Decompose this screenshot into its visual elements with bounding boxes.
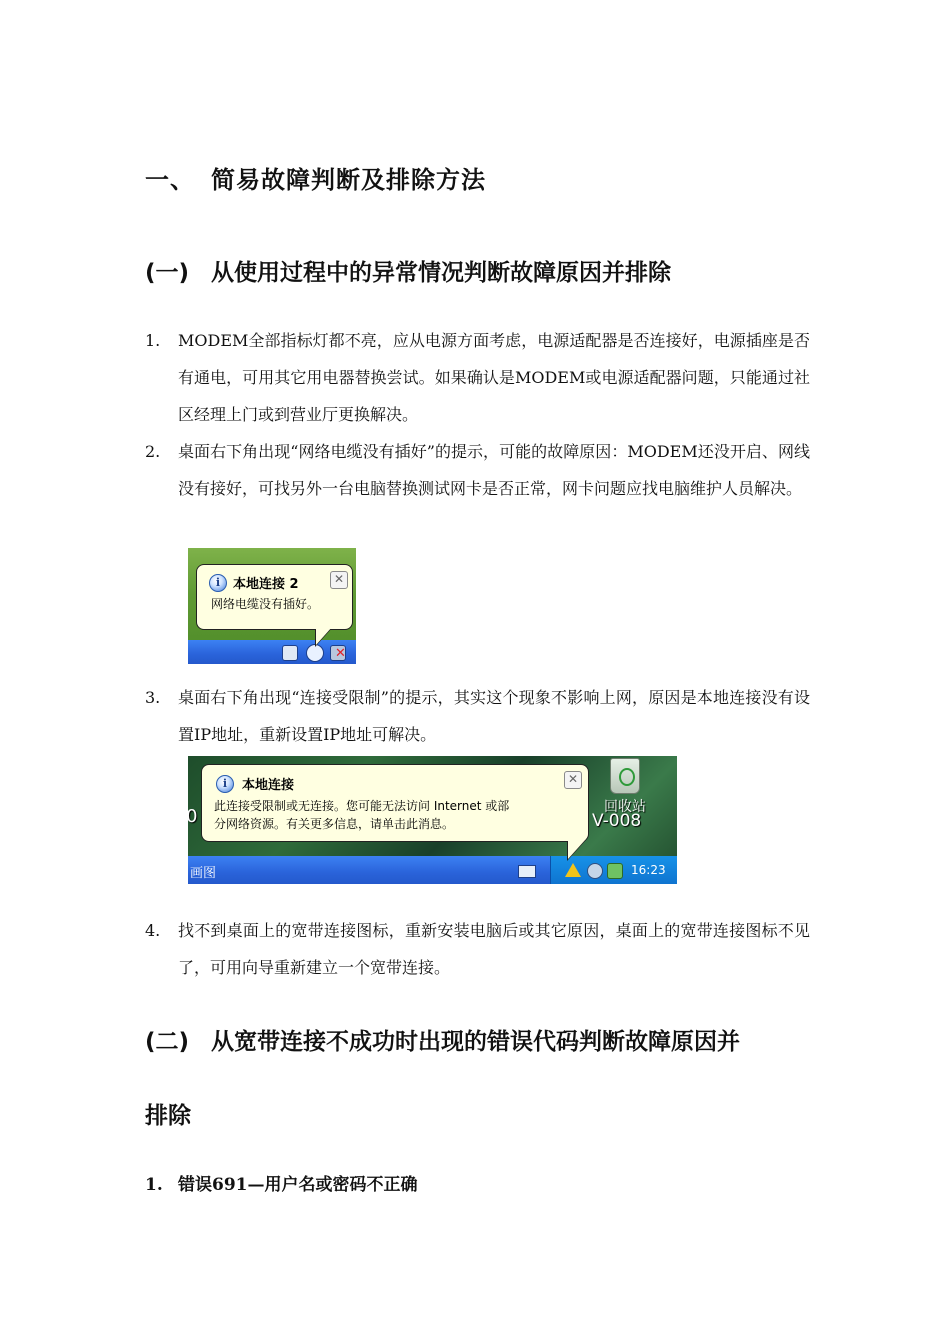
list-item-3: [145, 679, 810, 753]
clock: 16:23: [631, 863, 666, 877]
section2-title-line2: 排除: [145, 1103, 191, 1129]
keyboard-icon[interactable]: [518, 865, 536, 878]
info-icon: i: [216, 775, 234, 793]
list-item-number: 2.: [145, 442, 161, 461]
taskbar: [188, 856, 677, 884]
close-button[interactable]: ✕: [330, 571, 348, 589]
heading-level1: [145, 160, 486, 195]
list-item-4: [145, 912, 810, 986]
subheading-error-691: [145, 1170, 418, 1195]
recycle-bin-icon[interactable]: [610, 758, 640, 794]
section1-number: (一): [145, 260, 190, 286]
list-item-text: 找不到桌面上的宽带连接图标，重新安装电脑后或其它原因，桌面上的宽带连接图标不见了，可用向导重新建立一个宽带连接。: [178, 921, 810, 977]
balloon-tail: [316, 627, 332, 645]
balloon-tail: [568, 839, 586, 859]
subheading-text: 错误691—用户名或密码不正确: [178, 1175, 418, 1195]
section2-title-line1: 从宽带连接不成功时出现的错误代码判断故障原因并: [211, 1029, 740, 1055]
screenshot-limited-connection: [188, 756, 677, 884]
recycle-bin-label: 回收站: [604, 799, 646, 815]
subheading-number: 1.: [145, 1175, 163, 1195]
section1-heading: [145, 254, 671, 287]
balloon-title: 本地连接 2: [233, 577, 299, 592]
screenshot-cable-unplugged: [188, 548, 356, 664]
notification-balloon[interactable]: [201, 764, 589, 842]
desktop-partial-text: 0: [186, 806, 198, 827]
list-item-number: 1.: [145, 331, 161, 350]
tray-app-icon[interactable]: [607, 863, 623, 879]
balloon-title: 本地连接: [242, 778, 295, 793]
heading-title: 简易故障判断及排除方法: [211, 166, 486, 194]
section1-title: 从使用过程中的异常情况判断故障原因并排除: [211, 260, 671, 286]
info-icon: i: [209, 574, 227, 592]
taskbar-program-label[interactable]: 画图: [190, 866, 217, 881]
list-item-number: 3.: [145, 688, 161, 707]
list-item-text: MODEM全部指标灯都不亮，应从电源方面考虑，电源适配器是否连接好，电源插座是否有通电，可用其它用电器替换尝试。如果确认是MODEM或电源适配器问题，只能通过社区经理上门或到营业厅更换解决。: [178, 331, 810, 424]
heading-number: 一、: [145, 166, 195, 194]
error-cross-icon: ✕: [335, 646, 346, 661]
warning-icon[interactable]: [565, 863, 581, 877]
tray-media-icon[interactable]: [587, 863, 603, 879]
balloon-message-line1: 此连接受限制或无连接。您可能无法访问 Internet 或部: [214, 799, 510, 813]
list-item-1: [145, 322, 810, 433]
section2-number: (二): [145, 1029, 190, 1055]
desktop-icon-label: V-008: [592, 811, 642, 831]
balloon-message-line2: 分网络资源。有关更多信息，请单击此消息。: [214, 817, 455, 831]
list-item-text: 桌面右下角出现“连接受限制”的提示，其实这个现象不影响上网，原因是本地连接没有设置IP地址，重新设置IP地址可解决。: [178, 688, 810, 744]
list-item-number: 4.: [145, 921, 161, 940]
notification-balloon[interactable]: [196, 564, 353, 630]
section2-heading: [145, 1023, 740, 1056]
balloon-message: 网络电缆没有插好。: [211, 597, 320, 611]
list-item-2: [145, 433, 810, 507]
section2-heading-continued: [145, 1097, 191, 1130]
tray-ime-icon: [282, 645, 298, 661]
close-button[interactable]: ✕: [564, 771, 582, 789]
list-item-text: 桌面右下角出现“网络电缆没有插好”的提示，可能的故障原因：MODEM还没开启、网线没有接好，可找另外一台电脑替换测试网卡是否正常，网卡问题应找电脑维护人员解决。: [178, 442, 810, 498]
